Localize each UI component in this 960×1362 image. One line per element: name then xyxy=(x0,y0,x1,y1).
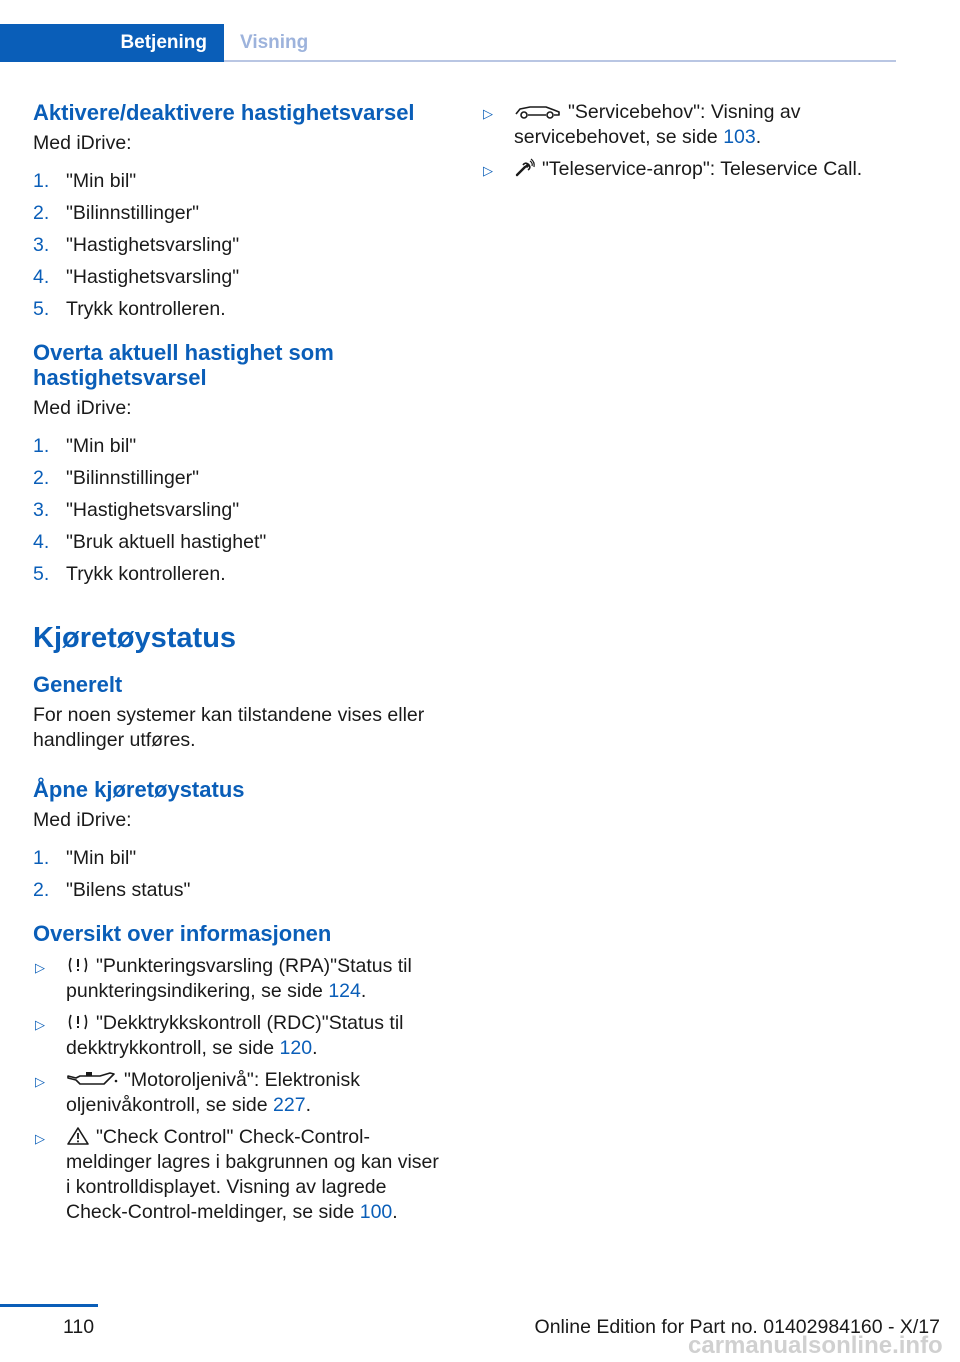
list-item: ▷ "Check Control" Check-Control-meldinger lagres i bakgrunnen og kan viser i kontrolldisplayet. Visning av lagrede Check-Control-meldinger, se side 100. xyxy=(35,1126,439,1223)
watermark: carmanualsonline.info xyxy=(688,1332,943,1359)
edition-text: Online Edition for Part no. 01402984160 - X/17 xyxy=(534,1316,940,1338)
list-item: 3. "Hastighetsvarsling" xyxy=(33,499,240,521)
section-title-open-status: Åpne kjøretøystatus xyxy=(33,777,245,802)
list-item: 2. "Bilinnstillinger" xyxy=(33,202,200,224)
list-item: 2. "Bilinnstillinger" xyxy=(33,467,200,489)
tab-visning[interactable] xyxy=(240,24,308,62)
list-item: ▷ "Servicebehov": Visning av servicebehovet, se side 103. xyxy=(483,101,801,148)
steps-list-1 xyxy=(33,169,443,322)
page-link-103[interactable]: 103 xyxy=(723,126,756,148)
list-item: 1. "Min bil" xyxy=(33,435,137,457)
overview-list xyxy=(33,954,443,1225)
list-item: ▷ "Punkteringsvarsling (RPA)"Status til punkteringsindikering, se side 124. xyxy=(35,955,412,1002)
chapter-title: Kjøretøystatus xyxy=(33,622,237,654)
list-item: 3. "Hastighetsvarsling" xyxy=(33,234,240,256)
list-item: 5. Trykk kontrolleren. xyxy=(33,563,226,585)
list-item: 1. "Min bil" xyxy=(33,847,137,869)
tab-betjening[interactable] xyxy=(0,24,224,62)
tab-bar xyxy=(0,24,896,62)
steps-list-2 xyxy=(33,434,443,587)
tire-warning-icon xyxy=(66,955,90,975)
intro-text: Med iDrive: xyxy=(33,397,132,419)
tab-betjening-label: Betjening xyxy=(120,32,207,53)
list-item: 2. "Bilens status" xyxy=(33,879,191,901)
right-column xyxy=(481,100,901,189)
section-title-overview: Oversikt over informasjonen xyxy=(33,921,332,946)
page-link-120[interactable]: 120 xyxy=(279,1037,313,1059)
page-link-100[interactable]: 100 xyxy=(359,1201,393,1223)
left-column xyxy=(33,100,443,1232)
section-title-current-speed: Overta aktuell hastighet som hastighetsvarsel xyxy=(33,340,334,390)
list-item: ▷ "Motoroljenivå": Elektronisk oljenivåkontroll, se side 227. xyxy=(35,1069,361,1116)
footer-accent-line xyxy=(0,1304,98,1307)
intro-text: Med iDrive: xyxy=(33,809,132,831)
service-car-icon xyxy=(514,101,562,121)
list-item: 5. Trykk kontrolleren. xyxy=(33,298,226,320)
tab-visning-label: Visning xyxy=(240,32,309,53)
list-item: ▷ "Dekktrykkskontroll (RDC)"Status til dekktrykkontroll, se side 120. xyxy=(35,1012,404,1059)
list-item: 4. "Hastighetsvarsling" xyxy=(33,266,240,288)
page-number: 110 xyxy=(63,1316,95,1338)
intro-text: Med iDrive: xyxy=(33,132,132,154)
oil-can-icon xyxy=(66,1069,118,1089)
list-item: 1. "Min bil" xyxy=(33,170,137,192)
teleservice-wrench-icon xyxy=(514,158,536,178)
page-link-124[interactable]: 124 xyxy=(328,980,361,1002)
list-item: ▷ "Teleservice-anrop": Teleservice Call. xyxy=(483,158,863,180)
page-link-227[interactable]: 227 xyxy=(273,1094,306,1116)
steps-list-3 xyxy=(33,846,443,903)
tire-warning-icon xyxy=(66,1012,90,1032)
right-overview-list xyxy=(481,100,901,182)
list-item: 4. "Bruk aktuell hastighet" xyxy=(33,531,267,553)
section-title-speed-warning: Aktivere/deaktivere hastighetsvarsel xyxy=(33,100,415,125)
general-text: For noen systemer kan tilstandene vises eller handlinger utføres. xyxy=(33,704,425,751)
section-title-general: Generelt xyxy=(33,672,123,697)
warning-triangle-icon xyxy=(66,1126,90,1146)
